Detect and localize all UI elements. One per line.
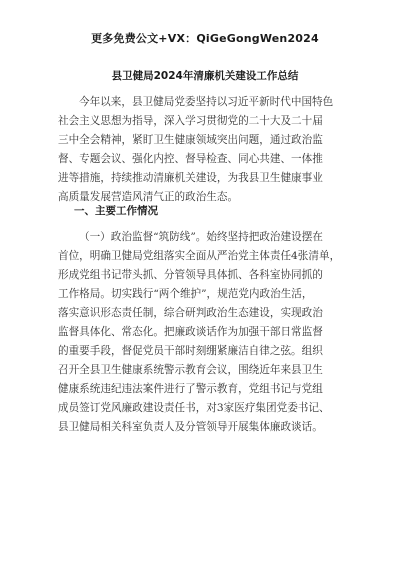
body-line: 监督具体化、常态化。把廉政谈话作为加强干部日常监督 <box>58 326 323 338</box>
body-line: 成员签订党风廉政建设责任书，对3家医疗集团党委书记、 <box>58 402 330 414</box>
body-line: （一）政治监督“筑防线”。始终坚持把政治建设摆在 <box>79 231 323 243</box>
intro-paragraph <box>58 93 353 207</box>
body-line: 首位，明确卫健局党组落实全面从严治党主体责任4张清单， <box>58 250 341 262</box>
body-line: 形成党组书记带头抓、分管领导具体抓、各科室协同抓的 <box>58 269 323 281</box>
body-line: 召开全县卫生健康系统警示教育会议，围绕近年来县卫生 <box>58 364 323 376</box>
body-line: 的重要手段，督促党员干部时刻绷紧廉洁自律之弦。组织 <box>58 345 323 357</box>
document-title: 县卫健局2024年清廉机关建设工作总结 <box>111 70 299 82</box>
promo-header: 更多免费公文+VX：QiGeGongWen2024 <box>91 32 319 45</box>
body-line: 工作格局。切实践行“两个维护”，规范党内政治生活， <box>58 288 313 300</box>
body-line: 县卫健局相关科室负责人及分管领导开展集体廉政谈话。 <box>58 421 323 433</box>
body-line: 健康系统违纪违法案件进行了警示教育，党组书记与党组 <box>58 383 323 395</box>
intro-line: 督、专题会议、强化内控、督导检查、同心共建、一体推 <box>58 153 323 165</box>
intro-line: 进等措施，持续推动清廉机关建设，为我县卫生健康事业 <box>58 172 323 184</box>
intro-line: 今年以来，县卫健局党委坚持以习近平新时代中国特色 <box>79 96 334 108</box>
intro-line: 三中全会精神，紧盯卫生健康领域突出问题，通过政治监 <box>58 134 323 146</box>
section-body-paragraph <box>58 228 353 437</box>
body-line: 落实意识形态责任制，综合研判政治生态建设，实现政治 <box>58 307 323 319</box>
intro-line: 社会主义思想为指导，深入学习贯彻党的二十大及二十届 <box>58 115 323 127</box>
section-heading: 一、主要工作情况 <box>74 205 158 217</box>
intro-line: 高质量发展营造风清气正的政治生态。 <box>58 191 239 203</box>
